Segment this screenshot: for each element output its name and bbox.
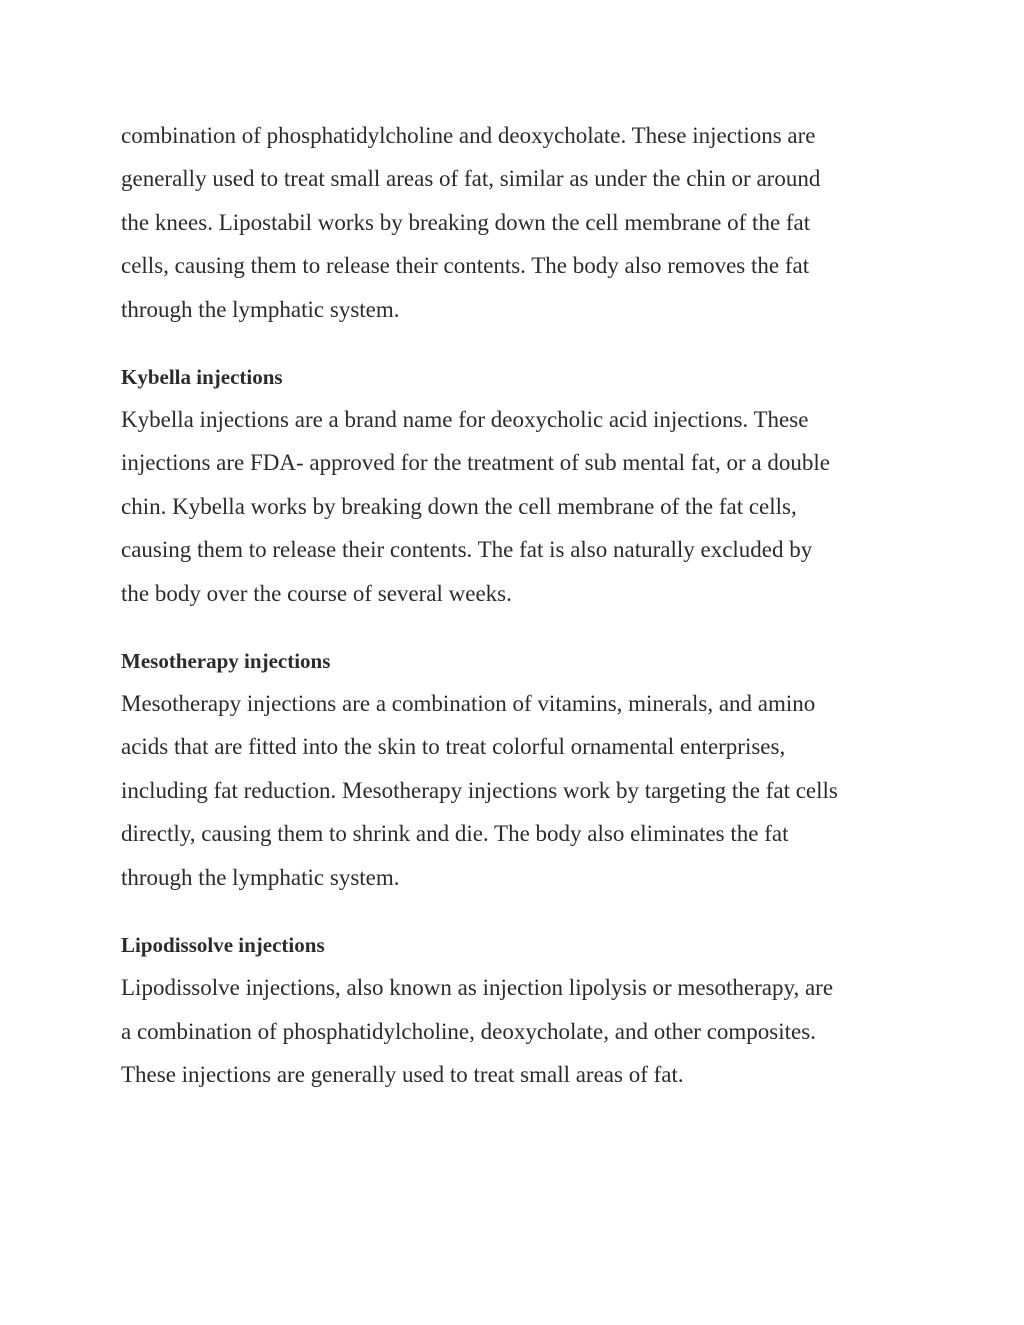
section-heading-lipodissolve: Lipodissolve injections bbox=[121, 933, 325, 958]
section-paragraph-kybella: Kybella injections are a brand name for deoxycholic acid injections. These injections are FDA- approved for the treatment of sub mental fat, or a double chin. Kybella works by breaking down the cell membrane of the fat cells, causing them to release their contents. The fat is also naturally excluded by the body over the course of several weeks. bbox=[121, 407, 830, 606]
intro-paragraph: combination of phosphatidylcholine and deoxycholate. These injections are generally used to treat small areas of fat, similar as under the chin or around the knees. Lipostabil works by breaking down the cell membrane of the fat cells, causing them to release their contents. The body also removes the fat through the lymphatic system. bbox=[121, 123, 821, 322]
document-body bbox=[121, 114, 911, 1096]
section-paragraph-mesotherapy: Mesotherapy injections are a combination of vitamins, minerals, and amino acids that are fitted into the skin to treat colorful ornamental enterprises, including fat reduction. Mesotherapy injections work by targeting the fat cells directly, causing them to shrink and die. The body also eliminates the fat through the lymphatic system. bbox=[121, 691, 838, 890]
section-heading-mesotherapy: Mesotherapy injections bbox=[121, 649, 331, 674]
section-paragraph-lipodissolve: Lipodissolve injections, also known as injection lipolysis or mesotherapy, are a combination of phosphatidylcholine, deoxycholate, and other composites. These injections are generally used to treat small areas of fat. bbox=[121, 975, 834, 1087]
section-heading-kybella: Kybella injections bbox=[121, 365, 283, 390]
